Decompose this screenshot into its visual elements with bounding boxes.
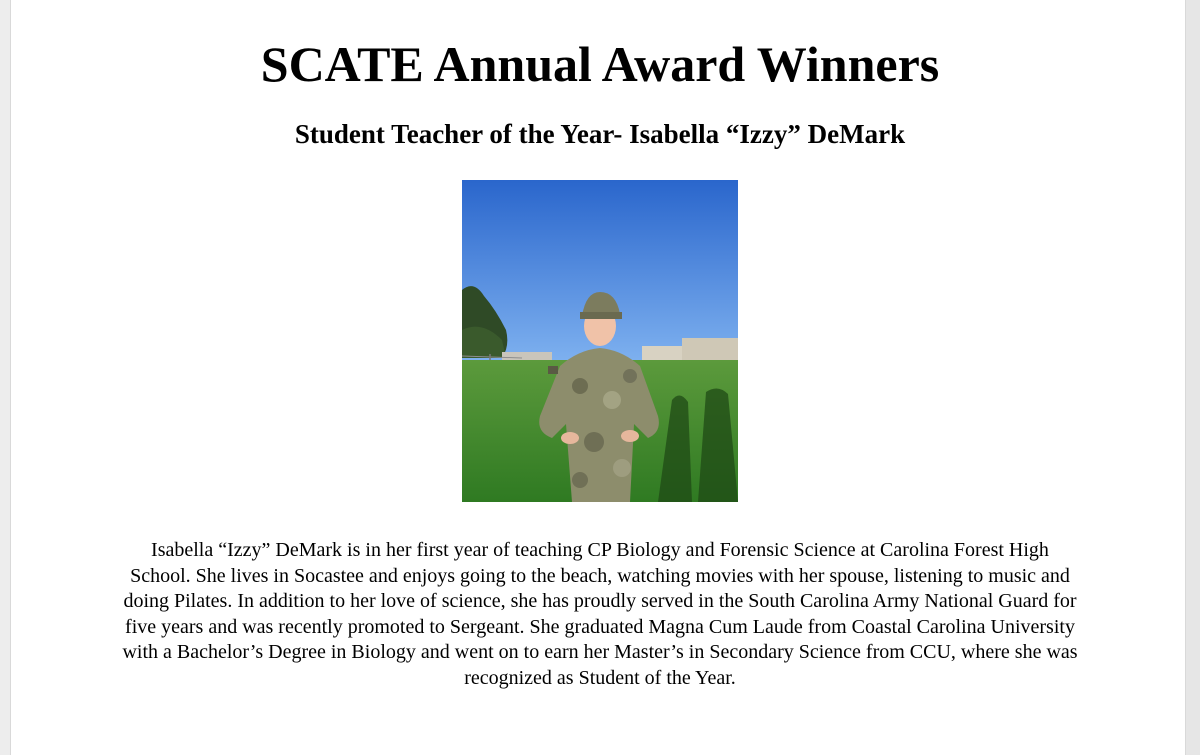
page-title: SCATE Annual Award Winners	[260, 36, 940, 92]
award-subtitle: Student Teacher of the Year- Isabella “Izzy” DeMark	[294, 119, 906, 149]
winner-photo	[462, 180, 738, 502]
document-page	[10, 0, 1186, 755]
scroll-gutter	[1186, 0, 1200, 755]
winner-bio: Isabella “Izzy” DeMark is in her first year of teaching CP Biology and Forensic Science at Carolina Forest High School. She lives in Socastee and enjoys going to the beach, watching movies with her spouse, listening to music and doing Pilates. In addition to her love of science, she has proudly served in the South Carolina Army National Guard for five years and was recently promoted to Sergeant. She graduated Magna Cum Laude from Coastal Carolina University with a Bachelor’s Degree in Biology and went on to earn her Master’s in Secondary Science from CCU, where she was recognized as Student of the Year.	[122, 539, 1078, 689]
